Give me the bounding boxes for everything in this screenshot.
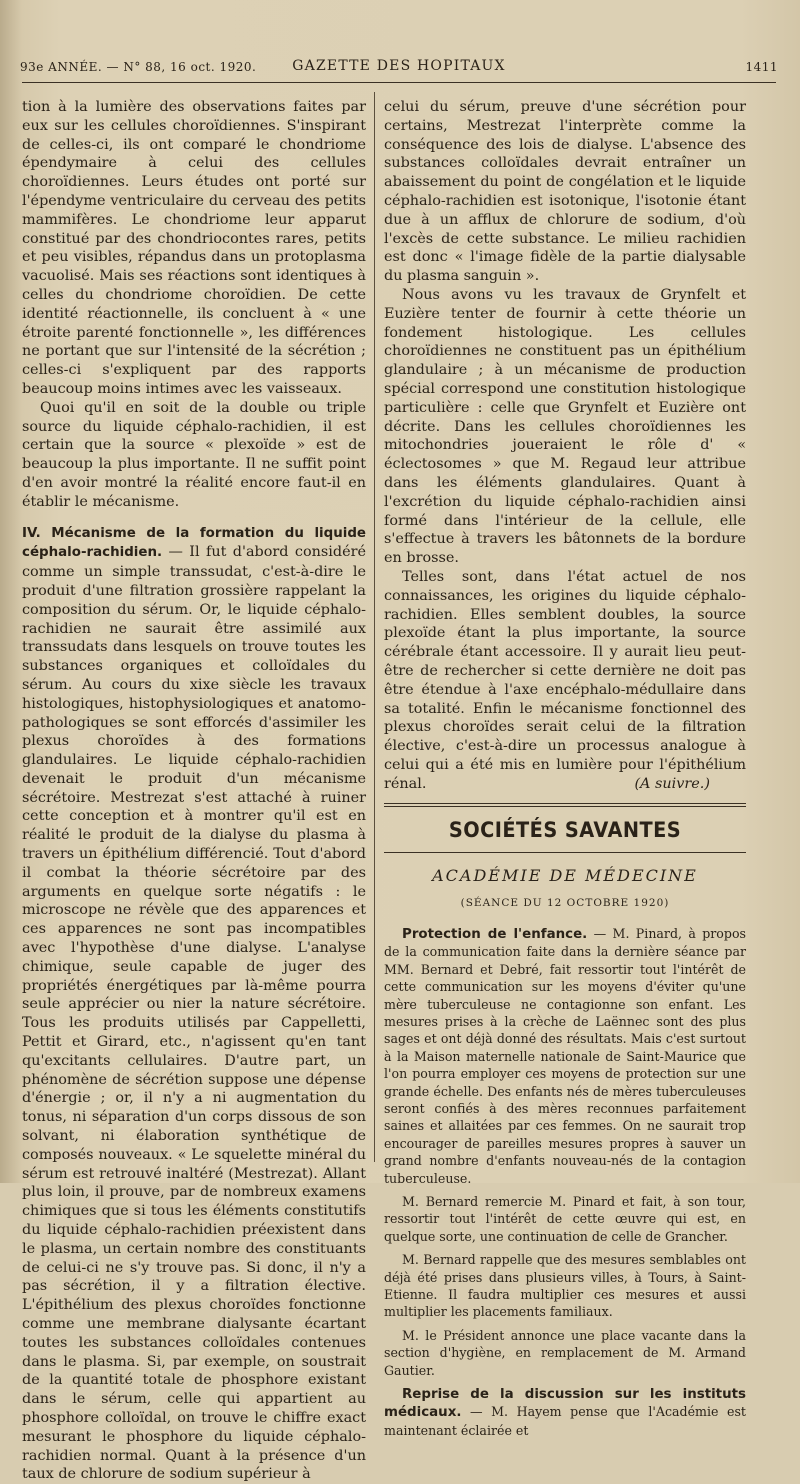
- journal-title: GAZETTE DES HOPITAUX: [292, 58, 506, 74]
- section-divider: [384, 803, 746, 807]
- header-rule: [22, 82, 776, 83]
- section-heading: IV. Mécanisme de la formation du liquide céphalo-rachidien.: [22, 525, 366, 561]
- paragraph: Quoi qu'il en soit de la double ou triple source du liquide céphalo-rachidien, il est certain que la source « plexoïde » est de beaucoup la plus importante. Il ne suffit point d'en avoir montré la réalité encore faut-il en établir le mécanisme.: [22, 399, 366, 510]
- paragraph: tion à la lumière des observations faites par eux sur les cellules choroïdiennes. S'inspirant de celles-ci, ils ont comparé le chondriome épendymaire à celui des cellules choroïdiennes. Leurs études ont porté sur l'épendyme ventriculaire du cerveau des petits mammifères. Le chondriome leur apparut constitué par des chondriocontes rares, petits et peu visibles, répandus dans un protoplasma vacuolisé. Mais ses réactions sont identiques à celles du chondriome choroïdien. De cette identité réactionnelle, ils concluent à « une étroite parenté fonctionnelle », les différences ne portant que sur l'intensité de la sécrétion ; celles-ci s'expliquent par des rapports beaucoup moins intimes avec les vaisseaux.: [22, 99, 366, 397]
- proceeding-heading: Reprise de la discussion sur les instituts médicaux.: [384, 1387, 746, 1421]
- academy-heading: ACADÉMIE DE MÉDECINE: [432, 866, 698, 886]
- paragraph: celui du sérum, preuve d'une sécrétion pour certains, Mestrezat l'interprète comme la conséquence des lois de dialyse. L'absence des substances colloïdales devrait entraîner un abaissement du point de congélation et le liquide céphalo-rachidien est isotonique, l'isotonie étant due à un afflux de chlorure de sodium, d'où l'excès de cette substance. Le milieu rachidien est donc « l'image fidèle de la partie dialysable du plasma sanguin ».: [384, 99, 746, 285]
- proceedings: [384, 925, 746, 1439]
- session-date: (SÉANCE DU 12 OCTOBRE 1920): [460, 897, 670, 910]
- proceeding-item: [384, 925, 746, 1187]
- paragraph: Nous avons vu les travaux de Grynfelt et Euzière tenter de fournir à cette théorie un fondement histologique. Les cellules choroïdiennes ne constituent pas un épithélium glandulaire ; à un mécanisme de production spécial correspond une constitution histologique particulière : celle que Grynfelt et Euzière ont décrite. Dans les cellules choroïdiennes les mitochondries joueraient le rôle d' « éclectosomes » que M. Regaud leur attribue dans les éléments glandulaires. Quant à l'excrétion du liquide céphalo-rachidien ainsi formé dans l'intérieur de la cellule, elle s'effectue à travers les bâtonnets de la bordure en brosse.: [384, 286, 746, 567]
- to-be-continued: (A suivre.): [634, 775, 710, 792]
- proceeding-item: M. Bernard remercie M. Pinard et fait, à son tour, ressortir tout l'intérêt de cette œuvre qui est, en quelque sorte, une continuation de celle de Grancher.: [384, 1193, 746, 1244]
- page-header: [20, 58, 778, 78]
- right-column: [384, 98, 746, 1445]
- issue-info: 93e ANNÉE. — N° 88, 16 oct. 1920.: [20, 60, 257, 74]
- proceeding-item: M. Bernard rappelle que des mesures semblables ont déjà été prises dans plusieurs villes, à Tours, à Saint-Etienne. Il faudra multiplier ces mesures et aussi multiplier les placements familiaux.: [384, 1252, 746, 1320]
- paragraph-text: Telles sont, dans l'état actuel de nos connaissances, les origines du liquide céphalo-rachidien. Elles semblent doubles, la source plexoïde étant la plus importante, la source cérébrale étant accessoire. Il y aurait lieu peut-être de rechercher si cette dernière ne doit pas être étendue à l'axe encéphalo-médullaire dans sa totalité. Enfin le mécanisme fonctionnel des plexus choroïdes serait celui de la filtration élective, c'est-à-dire un processus analogue à celui qui a été mis en lumière pour l'épithélium rénal.: [384, 568, 746, 792]
- proceeding-heading: Protection de l'enfance.: [402, 926, 588, 942]
- paragraph: [384, 568, 746, 794]
- proceeding-text: — M. Hayem pense que l'Académie est maintenant éclairée et: [384, 1404, 746, 1438]
- proceeding-item: M. le Président annonce une place vacante dans la section d'hygiène, en remplacement de M. Armand Gautier.: [384, 1327, 746, 1378]
- page-number: 1411: [745, 60, 778, 74]
- section-paragraph: [22, 524, 366, 1484]
- left-column: [22, 98, 366, 1484]
- proceeding-item: [384, 1385, 746, 1439]
- column-divider: [374, 92, 375, 1162]
- section-title: SOCIÉTÉS SAVANTES: [448, 818, 682, 843]
- section-title-rule: [384, 852, 746, 853]
- proceeding-text: — M. Pinard, à propos de la communication faite dans la dernière séance par MM. Bernard et Debré, fait ressortir tout l'intérêt de cette communication sur les moyens d'éviter qu'une mère tuberculeuse ne contagionne son enfant. Les mesures prises à la crèche de Laënnec sont des plus sages et ont déjà donné des résultats. Mais c'est surtout à la Maison maternelle nationale de Saint-Maurice que l'on pourra employer ces moyens de protection sur une grande échelle. Des enfants nés de mères tuberculeuses seront confiés à des mères reconnues parfaitement saines et allaitées par ces femmes. On ne saurait trop encourager de pareilles mesures propres à sauver un grand nombre d'enfants nouveau-nés de la contagion tuberculeuse.: [384, 925, 746, 1186]
- section-text: — Il fut d'abord considéré comme un simple transsudat, c'est-à-dire le produit d'une filtration grossière rappelant la composition du sérum. Or, le liquide céphalo-rachidien ne saurait être assimilé aux transsudats dans lesquels on trouve toutes les substances organiques et colloïdales du sérum. Au cours du xixe siècle les travaux histologiques, histophysiologiques et anatomo-pathologiques se sont efforcés d'assimiler les plexus choroïdes à des formations glandulaires. Le liquide céphalo-rachidien devenait le produit d'un mécanisme sécrétoire. Mestrezat s'est attaché à ruiner cette conception et à montrer qu'il est en réalité le produit de la dialyse du plasma à travers un épithélium différencié. Tout d'abord il combat la théorie sécrétoire par des arguments en quelque sorte négatifs : le microscope ne révèle que des apparences et ces apparences ne sont pas incompatibles avec l'hypothèse d'une dialyse. L'analyse chimique, seule capable de juger des propriétés énergétiques par là-même pourra seule apprécier ou nier la nature sécrétoire. Tous les produits utilisés par Cappelletti, Pettit et Girard, etc., n'agissent qu'en tant qu'excitants cellulaires. D'autre part, un phénomène de sécrétion suppose une dépense d'énergie ; or, il n'y a ni augmentation du tonus, ni séparation d'un corps dissous de son solvant, ni élaboration synthétique de composés nouveaux. « Le squelette minéral du sérum est retrouvé inaltéré (Mestrezat). Allant plus loin, il prouve, par de nombreux examens chimiques que si tous les éléments constitutifs du liquide céphalo-rachidien préexistent dans le plasma, un certain nombre des constituants de celui-ci ne s'y trouve pas. Si donc, il n'y a pas sécrétion, il y a filtration élective. L'épithélium des plexus choroïdes fonctionne comme une membrane dialysante écartant toutes les substances colloïdales contenues dans le plasma. Si, par exemple, on soustrait de la quantité totale de phosphore existant dans le sérum, celle qui appartient au phosphore colloïdal, on trouve le chiffre exact mesurant le phosphore du liquide céphalo-rachidien normal. Quant à la présence d'un taux de chlorure de sodium supérieur à: [22, 544, 366, 1483]
